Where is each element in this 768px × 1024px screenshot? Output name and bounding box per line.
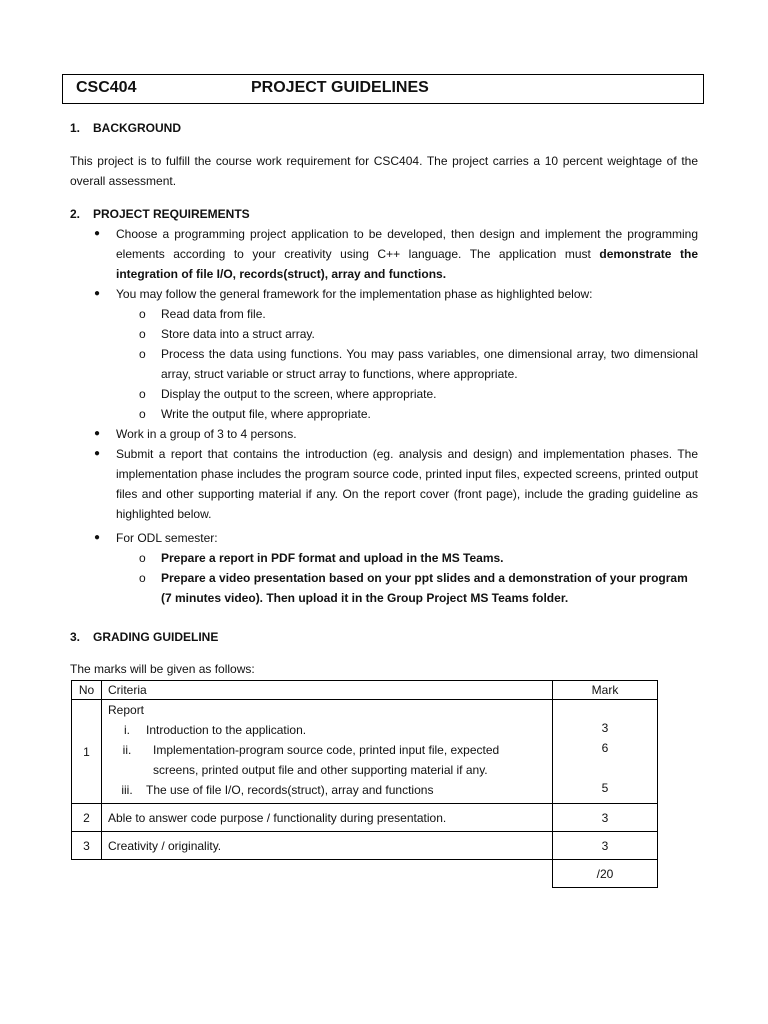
step-text: Write the output file, where appropriate.	[161, 407, 371, 421]
mark-value: 3	[601, 721, 609, 735]
framework-step	[139, 344, 698, 384]
section-title: BACKGROUND	[93, 121, 181, 135]
section-number: 2.	[70, 207, 81, 221]
mark-value: 5	[601, 781, 609, 795]
section-heading-background	[70, 121, 181, 135]
criteria-cell: Able to answer code purpose / functionality during presentation.	[102, 804, 553, 832]
bullet-text: Choose a programming project application to be developed, then design and implement the programming elements according to your creativity using C++ language. The application must	[116, 227, 698, 261]
bullet-icon: ●	[94, 428, 101, 439]
circle-bullet-icon: o	[139, 387, 146, 401]
criteria-item	[108, 740, 546, 780]
odl-step	[139, 548, 698, 568]
section-title: PROJECT REQUIREMENTS	[93, 207, 250, 221]
requirement-bullet-4	[94, 444, 698, 524]
bullet-text: You may follow the general framework for the implementation phase as highlighted below:	[116, 287, 593, 301]
grading-table	[71, 680, 658, 888]
table-row	[72, 832, 658, 860]
step-text: Display the output to the screen, where appropriate.	[161, 387, 437, 401]
criteria-item	[108, 780, 546, 800]
bullet-text: Submit a report that contains the introduction (eg. analysis and design) and implementation phases. The implementation phase includes the program source code, printed input files, expected screens, printed output files and other supporting material if any. On the report cover (front page), include the grading guideline as highlighted below.	[116, 447, 698, 521]
requirement-bullet-3	[94, 424, 698, 444]
row-number: 1	[72, 700, 102, 804]
bullet-icon: ●	[94, 288, 101, 299]
mark-value: 6	[601, 741, 609, 755]
odl-text: Prepare a report in PDF format and upload in the MS Teams.	[161, 551, 504, 565]
odl-text: Prepare a video presentation based on your ppt slides and a demonstration of your program (7 minutes video). Then upload it in the Group Project MS Teams folder.	[161, 571, 688, 605]
circle-bullet-icon: o	[139, 307, 146, 321]
mark-cell	[553, 700, 658, 804]
header-mark: Mark	[553, 681, 658, 700]
circle-bullet-icon: o	[139, 571, 146, 585]
background-paragraph: This project is to fulfill the course work requirement for CSC404. The project carries a 10 percent weightage of the overall assessment.	[70, 154, 698, 188]
header-no: No	[72, 681, 102, 700]
criteria-item	[108, 720, 546, 740]
step-text: Process the data using functions. You may pass variables, one dimensional array, two dimensional array, struct variable or struct array to functions, where appropriate.	[161, 347, 698, 381]
course-code: CSC404	[76, 79, 137, 96]
bullet-text: Work in a group of 3 to 4 persons.	[116, 427, 297, 441]
circle-bullet-icon: o	[139, 347, 146, 361]
requirement-bullet-2	[94, 284, 698, 304]
step-text: Store data into a struct array.	[161, 327, 315, 341]
mark-value: 3	[553, 832, 658, 860]
requirement-bullet-1	[94, 224, 698, 284]
bullet-icon: ●	[94, 228, 101, 239]
criteria-text: Introduction to the application.	[146, 723, 307, 737]
circle-bullet-icon: o	[139, 407, 146, 421]
bullet-icon: ●	[94, 448, 101, 459]
page-title: PROJECT GUIDELINES	[251, 79, 429, 96]
criteria-cell	[102, 700, 553, 804]
grading-intro: The marks will be given as follows:	[70, 662, 255, 676]
row-number: 2	[72, 804, 102, 832]
criteria-text: The use of file I/O, records(struct), array and functions	[146, 783, 434, 797]
criteria-text: Implementation-program source code, printed input file, expected screens, printed output file and other supporting material if any.	[153, 743, 500, 777]
requirement-bullet-5	[94, 528, 698, 548]
framework-step	[139, 304, 698, 324]
bullet-icon: ●	[94, 532, 101, 543]
framework-step	[139, 384, 698, 404]
bullet-bold-text: demonstrate the integration of file I/O, records(struct), array and functions.	[116, 247, 698, 281]
step-text: Read data from file.	[161, 307, 266, 321]
mark-value: 3	[553, 804, 658, 832]
criteria-cell: Creativity / originality.	[102, 832, 553, 860]
section-number: 1.	[70, 121, 81, 135]
roman-numeral: ii.	[122, 743, 132, 757]
section-heading-grading	[70, 630, 218, 644]
title-box	[62, 74, 704, 104]
section-number: 3.	[70, 630, 81, 644]
table-row	[72, 700, 658, 804]
table-total-row	[72, 860, 658, 888]
section-heading-requirements	[70, 207, 250, 221]
table-header-row	[72, 681, 658, 700]
circle-bullet-icon: o	[139, 327, 146, 341]
circle-bullet-icon: o	[139, 551, 146, 565]
roman-numeral: i.	[124, 723, 130, 737]
header-criteria: Criteria	[102, 681, 553, 700]
report-title: Report	[108, 703, 145, 717]
section-title: GRADING GUIDELINE	[93, 630, 219, 644]
odl-step	[139, 568, 698, 608]
framework-step	[139, 324, 698, 344]
roman-numeral: iii.	[121, 783, 133, 797]
table-row	[72, 804, 658, 832]
framework-step	[139, 404, 698, 424]
bullet-text: For ODL semester:	[116, 531, 218, 545]
row-number: 3	[72, 832, 102, 860]
total-mark: /20	[553, 860, 658, 888]
